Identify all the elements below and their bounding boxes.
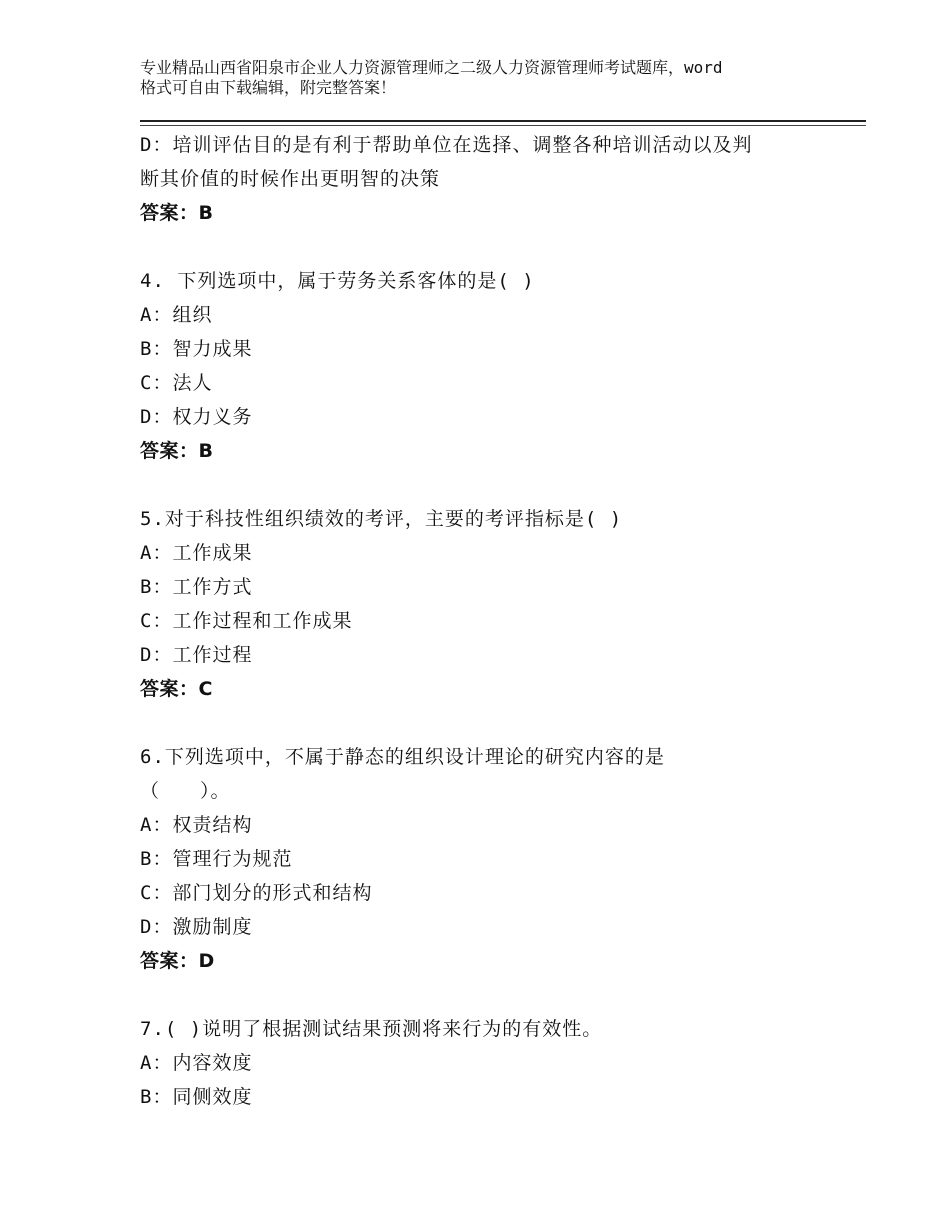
option-c: C：部门划分的形式和结构 [140, 882, 373, 904]
question-stem: 7.( )说明了根据测试结果预测将来行为的有效性。 [140, 1018, 603, 1040]
option-c: C：工作过程和工作成果 [140, 610, 353, 632]
spacer [140, 230, 860, 264]
header-line-1: 专业精品山西省阳泉市企业人力资源管理师之二级人力资源管理师考试题库，word [140, 58, 723, 77]
question-stem: 5.对于科技性组织绩效的考评，主要的考评指标是( ) [140, 508, 623, 530]
header-divider-thick [140, 120, 866, 122]
header-divider-thin [140, 125, 866, 126]
option-b: B：管理行为规范 [140, 848, 293, 870]
option-d-line-1: D：培训评估目的是有利于帮助单位在选择、调整各种培训活动以及判 [140, 134, 753, 156]
question-stem: 4. 下列选项中，属于劳务关系客体的是( ) [140, 270, 535, 292]
spacer [140, 706, 860, 740]
spacer [140, 468, 860, 502]
document-body [140, 128, 860, 1114]
question-stem-line-2: （ ）。 [140, 780, 231, 802]
question-7 [140, 1012, 860, 1114]
spacer [140, 978, 860, 1012]
option-d: D：权力义务 [140, 406, 253, 428]
option-b: B：智力成果 [140, 338, 253, 360]
answer-line: 答案：B [140, 202, 214, 224]
option-d: D：工作过程 [140, 644, 253, 666]
question-5 [140, 502, 860, 706]
option-b: B：工作方式 [140, 576, 253, 598]
answer-line: 答案：D [140, 950, 215, 972]
header-line-2: 格式可自由下载编辑，附完整答案！ [140, 78, 397, 97]
question-stem-line-1: 6.下列选项中，不属于静态的组织设计理论的研究内容的是 [140, 746, 665, 768]
option-d-line-2: 断其价值的时候作出更明智的决策 [140, 168, 441, 190]
answer-line: 答案：C [140, 678, 213, 700]
question-4 [140, 264, 860, 468]
prev-question-tail [140, 128, 860, 230]
option-a: A：权责结构 [140, 814, 253, 836]
answer-line: 答案：B [140, 440, 214, 462]
option-c: C：法人 [140, 372, 213, 394]
question-6 [140, 740, 860, 978]
option-a: A：工作成果 [140, 542, 253, 564]
option-d: D：激励制度 [140, 916, 253, 938]
option-a: A：内容效度 [140, 1052, 253, 1074]
document-header [140, 58, 840, 98]
option-b: B：同侧效度 [140, 1086, 253, 1108]
option-a: A：组织 [140, 304, 213, 326]
